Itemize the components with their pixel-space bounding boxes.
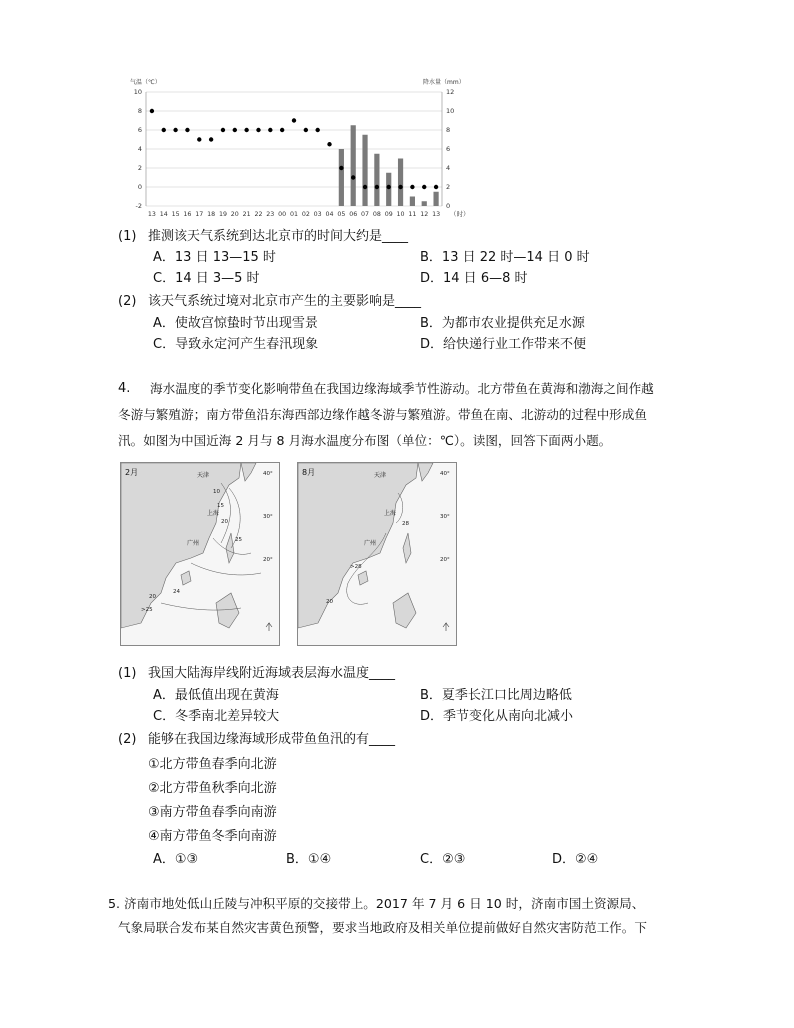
temperature-point bbox=[233, 128, 237, 132]
map-feb-iso-15: 15 bbox=[217, 503, 224, 509]
x-tick-label: 17 bbox=[195, 211, 204, 218]
precipitation-bar bbox=[351, 125, 356, 206]
q3-1-option-a[interactable]: A．13 日 13—15 时 bbox=[153, 250, 276, 265]
map-feb-lat-30: 30° bbox=[263, 514, 273, 520]
x-tick-label: 13 bbox=[432, 211, 441, 218]
x-tick-label: 04 bbox=[325, 211, 334, 218]
q4-2-number: (2) bbox=[118, 732, 137, 747]
map-aug-lat-30: 30° bbox=[440, 514, 450, 520]
temperature-point bbox=[280, 128, 284, 132]
left-tick-labels bbox=[134, 88, 142, 210]
left-tick-label: 8 bbox=[137, 107, 142, 115]
temperature-point bbox=[268, 128, 272, 132]
temperature-point bbox=[315, 128, 319, 132]
temperature-point bbox=[339, 166, 343, 170]
map-aug-lat-40: 40° bbox=[440, 471, 450, 477]
temperature-point bbox=[292, 118, 296, 122]
temperature-point bbox=[434, 185, 438, 189]
precipitation-bar bbox=[339, 149, 344, 206]
right-tick-label: 6 bbox=[446, 145, 451, 153]
q3-2-number: (2) bbox=[118, 294, 137, 309]
q3-1-option-d[interactable]: D．14 日 6—8 时 bbox=[420, 271, 528, 286]
map-feb-iso-25: 25 bbox=[235, 537, 242, 543]
q3-1-stem: 推测该天气系统到达北京市的时间大约是____ bbox=[148, 229, 409, 244]
map-aug-label-shanghai: 上海 bbox=[384, 510, 397, 517]
precipitation-bar bbox=[374, 154, 379, 206]
q4-passage-line2: 冬游与繁殖游；南方带鱼沿东海西部边缘作越冬游与繁殖游。带鱼在南、北游动的过程中形成鱼 bbox=[118, 407, 647, 422]
temperature-point bbox=[410, 185, 414, 189]
q3-2-option-a[interactable]: A．使故宫惊蛰时节出现雪景 bbox=[153, 316, 318, 331]
q3-1-option-c[interactable]: C．14 日 3—5 时 bbox=[153, 271, 260, 286]
q4-2-item-3: ③南方带鱼春季向南游 bbox=[148, 805, 277, 820]
temperature-point bbox=[173, 128, 177, 132]
left-tick-label: 2 bbox=[137, 164, 142, 172]
x-tick-label: 19 bbox=[218, 211, 227, 218]
precipitation-bar bbox=[386, 173, 391, 206]
temperature-point bbox=[221, 128, 225, 132]
x-tick-label: 21 bbox=[242, 211, 251, 218]
q4-1-option-c[interactable]: C．冬季南北差异较大 bbox=[153, 709, 280, 724]
q4-1-option-b[interactable]: B．夏季长江口比周边略低 bbox=[420, 688, 572, 703]
map-feb-label-tianjin: 天津 bbox=[197, 472, 210, 479]
left-axis-label: 气温（℃） bbox=[130, 79, 161, 86]
q4-2-item-1: ①北方带鱼春季向北游 bbox=[148, 757, 277, 772]
x-tick-label: 02 bbox=[301, 211, 310, 218]
precipitation-bar bbox=[410, 197, 415, 207]
right-tick-label: 10 bbox=[446, 107, 455, 115]
q4-1-option-a[interactable]: A．最低值出现在黄海 bbox=[153, 688, 279, 703]
left-tick-label: 6 bbox=[137, 126, 142, 134]
q4-passage-line3: 汛。如图为中国近海 2 月与 8 月海水温度分布图（单位：℃）。读图，回答下面两小题。 bbox=[118, 433, 612, 448]
map-feb-iso-24: 24 bbox=[173, 589, 180, 595]
x-tick-label: 18 bbox=[207, 211, 216, 218]
x-tick-label: 00 bbox=[278, 211, 287, 218]
right-tick-label: 4 bbox=[446, 164, 451, 172]
q4-2-option-b[interactable]: B．①④ bbox=[286, 852, 332, 867]
map-feb-iso-gt25: >25 bbox=[141, 607, 153, 613]
x-tick-label: 20 bbox=[230, 211, 239, 218]
x-tick-label: 14 bbox=[159, 211, 168, 218]
q4-1-option-d[interactable]: D．季节变化从南向北减小 bbox=[420, 709, 574, 724]
x-tick-label: 10 bbox=[396, 211, 405, 218]
left-tick-label: 0 bbox=[137, 183, 142, 191]
x-tick-label: 11 bbox=[408, 211, 417, 218]
precipitation-bar bbox=[398, 159, 403, 207]
x-tick-label: 22 bbox=[254, 211, 263, 218]
precipitation-bar bbox=[362, 135, 367, 206]
right-tick-label: 2 bbox=[446, 183, 451, 191]
temperature-point bbox=[304, 128, 308, 132]
x-unit-label: （时） bbox=[450, 210, 470, 218]
q4-number: 4. bbox=[118, 381, 131, 396]
map-aug-label-tianjin: 天津 bbox=[374, 472, 387, 479]
q4-2-item-4: ④南方带鱼冬季向南游 bbox=[148, 829, 277, 844]
map-feb-iso-20: 20 bbox=[221, 519, 228, 525]
q3-2-stem: 该天气系统过境对北京市产生的主要影响是____ bbox=[148, 294, 422, 309]
q4-1-number: (1) bbox=[118, 666, 137, 681]
temperature-point bbox=[244, 128, 248, 132]
x-tick-label: 12 bbox=[420, 211, 429, 218]
map-feb-iso-10: 10 bbox=[213, 489, 220, 495]
temperature-point bbox=[375, 185, 379, 189]
temperature-point bbox=[387, 185, 391, 189]
x-tick-label: 23 bbox=[266, 211, 275, 218]
x-tick-label: 07 bbox=[361, 211, 370, 218]
q4-1-stem: 我国大陆海岸线附近海域表层海水温度____ bbox=[148, 666, 396, 681]
map-august bbox=[297, 462, 457, 646]
temperature-point bbox=[256, 128, 260, 132]
temperature-point bbox=[150, 109, 154, 113]
map-aug-label-guangzhou: 广州 bbox=[364, 540, 377, 547]
x-tick-label: 08 bbox=[372, 211, 381, 218]
right-tick-label: 0 bbox=[446, 202, 451, 210]
q3-2-option-b[interactable]: B．为都市农业提供充足水源 bbox=[420, 316, 585, 331]
q5-passage-line1: 5. 济南市地处低山丘陵与冲积平原的交接带上。2017 年 7 月 6 日 10 时，济南市国土资源局、 bbox=[108, 896, 645, 911]
temperature-point bbox=[363, 185, 367, 189]
x-tick-label: 13 bbox=[147, 211, 156, 218]
temperature-point bbox=[327, 142, 331, 146]
map-feb-label-shanghai: 上海 bbox=[207, 510, 220, 517]
q4-2-stem: 能够在我国边缘海域形成带鱼鱼汛的有____ bbox=[148, 732, 396, 747]
map-february bbox=[120, 462, 280, 646]
x-tick-label: 15 bbox=[171, 211, 180, 218]
x-tick-label: 09 bbox=[384, 211, 393, 218]
map-aug-iso-20: 20 bbox=[326, 599, 333, 605]
chart-gridlines bbox=[146, 92, 442, 206]
q3-2-option-d[interactable]: D．给快递行业工作带来不便 bbox=[420, 337, 587, 352]
q4-2-option-a[interactable]: A．①③ bbox=[153, 852, 199, 867]
precipitation-bar bbox=[433, 192, 438, 206]
map-aug-title: 8月 bbox=[302, 468, 316, 477]
right-axis-label: 降水量（mm） bbox=[423, 79, 465, 86]
right-tick-label: 12 bbox=[446, 88, 455, 96]
x-tick-labels bbox=[148, 211, 440, 218]
weather-chart bbox=[120, 72, 470, 222]
map-feb-iso-20b: 20 bbox=[149, 594, 156, 600]
temperature-point bbox=[162, 128, 166, 132]
q3-2-option-c[interactable]: C．导致永定河产生春汛现象 bbox=[153, 337, 319, 352]
map-aug-iso-gt28: >28 bbox=[350, 564, 362, 570]
precipitation-bars bbox=[339, 125, 439, 206]
q5-passage-line2: 气象局联合发布某自然灾害黄色预警，要求当地政府及相关单位提前做好自然灾害防范工作。下 bbox=[118, 920, 647, 935]
x-tick-label: 05 bbox=[337, 211, 346, 218]
left-tick-label: 10 bbox=[133, 88, 142, 96]
map-feb-label-guangzhou: 广州 bbox=[187, 540, 200, 547]
left-tick-label: -2 bbox=[135, 202, 142, 210]
q4-2-option-c[interactable]: C．②③ bbox=[420, 852, 466, 867]
x-tick-label: 16 bbox=[183, 211, 192, 218]
x-tick-label: 01 bbox=[289, 211, 299, 218]
map-aug-iso-28: 28 bbox=[402, 521, 409, 527]
temperature-point bbox=[185, 128, 189, 132]
precipitation-bar bbox=[422, 201, 427, 206]
right-tick-labels bbox=[446, 88, 454, 210]
right-tick-label: 8 bbox=[446, 126, 451, 134]
x-tick-label: 03 bbox=[313, 211, 322, 218]
map-feb-title: 2月 bbox=[125, 468, 139, 477]
temperature-point bbox=[398, 185, 402, 189]
map-feb-lat-20: 20° bbox=[263, 557, 273, 563]
temperature-point bbox=[209, 137, 213, 141]
q4-2-option-d[interactable]: D．②④ bbox=[552, 852, 599, 867]
q4-passage-line1: 海水温度的季节变化影响带鱼在我国边缘海域季节性游动。北方带鱼在黄海和渤海之间作越 bbox=[150, 381, 654, 396]
x-tick-label: 06 bbox=[349, 211, 358, 218]
q4-2-item-2: ②北方带鱼秋季向北游 bbox=[148, 781, 277, 796]
temperature-point bbox=[351, 175, 355, 179]
left-tick-label: 4 bbox=[137, 145, 142, 153]
q3-1-number: (1) bbox=[118, 229, 137, 244]
temperature-point bbox=[197, 137, 201, 141]
map-aug-lat-20: 20° bbox=[440, 557, 450, 563]
temperature-point bbox=[422, 185, 426, 189]
map-feb-lat-40: 40° bbox=[263, 471, 273, 477]
q3-1-option-b[interactable]: B．13 日 22 时—14 日 0 时 bbox=[420, 250, 590, 265]
